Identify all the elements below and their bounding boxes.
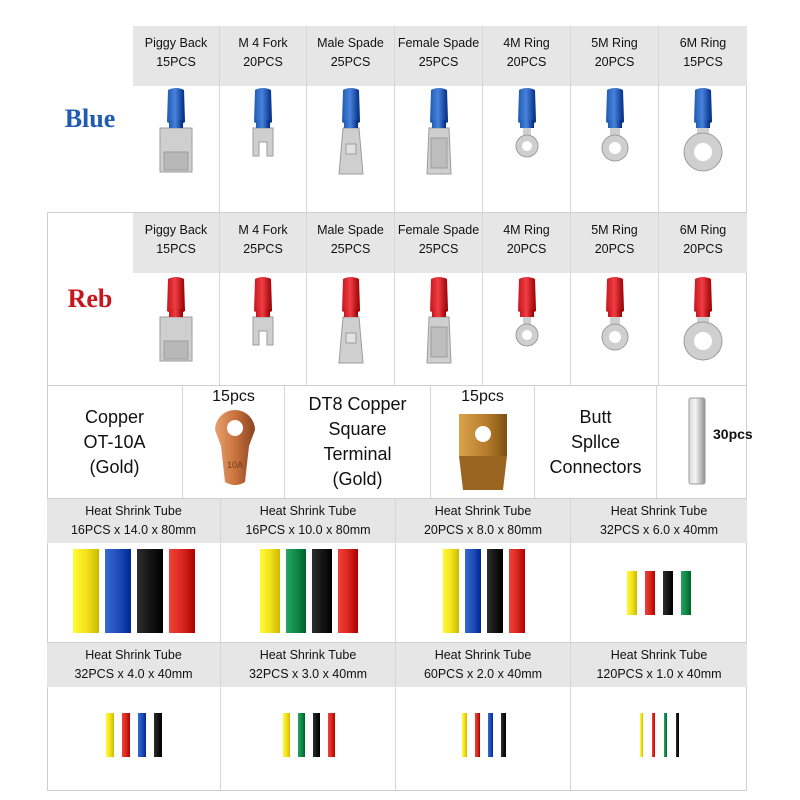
piggy-terminal-icon xyxy=(154,86,198,183)
terminal-qty: 15PCS xyxy=(156,55,196,69)
heat-shrink-cell xyxy=(47,499,221,642)
heat-shrink-title: Heat Shrink Tube xyxy=(610,648,708,662)
copper-line2: OT-10A xyxy=(83,431,146,452)
ring5-terminal-icon xyxy=(593,86,637,183)
heat-shrink-title: Heat Shrink Tube xyxy=(434,648,532,662)
yellow-tube xyxy=(106,713,114,757)
red-tube xyxy=(652,713,655,757)
terminal-qty: 25PCS xyxy=(330,242,371,256)
heat-shrink-cell xyxy=(396,499,571,642)
terminal-name: 6M Ring xyxy=(679,36,727,50)
heat-shrink-cell xyxy=(221,499,396,642)
blue-label-text: Blue xyxy=(64,104,116,133)
red-tube xyxy=(169,549,195,633)
terminal-cell-ring4 xyxy=(483,26,571,212)
heat-shrink-spec: 120PCS x 1.0 x 40mm xyxy=(596,667,722,681)
blue-tube xyxy=(105,549,131,633)
heat-shrink-header xyxy=(221,499,395,543)
terminal-header xyxy=(571,26,658,86)
yellow-tube xyxy=(462,713,467,757)
heat-shrink-cell xyxy=(47,643,221,790)
black-tube xyxy=(663,571,673,615)
terminal-name: Male Spade xyxy=(317,223,384,237)
dt8-square-terminal-icon xyxy=(455,412,511,492)
yellow-tube xyxy=(627,571,637,615)
dt8-qty: 15pcs xyxy=(461,388,504,405)
blue-tube xyxy=(488,713,493,757)
heat-shrink-title: Heat Shrink Tube xyxy=(610,504,708,518)
heat-shrink-spec: 16PCS x 14.0 x 80mm xyxy=(70,523,197,537)
copper-ring-terminal-icon xyxy=(205,410,265,490)
terminal-name: Female Spade xyxy=(397,36,480,50)
green-tube xyxy=(298,713,305,757)
terminal-qty: 20PCS xyxy=(506,242,547,256)
heat-shrink-row-small xyxy=(47,643,747,790)
red-tube xyxy=(338,549,358,633)
terminal-qty: 20PCS xyxy=(594,242,635,256)
heat-shrink-row-large xyxy=(47,499,747,642)
terminal-cell-fork xyxy=(220,213,307,385)
blue-tube xyxy=(465,549,481,633)
yellow-tube xyxy=(260,549,280,633)
terminal-header xyxy=(220,213,306,273)
female-terminal-icon xyxy=(417,86,461,183)
ring5-terminal-icon xyxy=(593,275,637,372)
terminal-qty: 20PCS xyxy=(506,55,547,69)
heat-shrink-title: Heat Shrink Tube xyxy=(259,504,357,518)
dt8-line4: (Gold) xyxy=(332,469,383,489)
terminal-qty: 15PCS xyxy=(683,55,723,69)
female-terminal-icon xyxy=(417,275,461,372)
terminal-cell-male xyxy=(307,213,395,385)
green-tube xyxy=(681,571,691,615)
terminal-qty: 25PCS xyxy=(330,55,371,69)
green-tube xyxy=(664,713,667,757)
terminal-name: Male Spade xyxy=(317,36,384,50)
terminal-cell-piggy xyxy=(133,213,220,385)
heat-shrink-header xyxy=(396,499,570,543)
terminal-cell-ring5 xyxy=(571,213,659,385)
dt8-terminal-label xyxy=(285,386,431,498)
butt-line3: Connectors xyxy=(549,456,642,477)
terminal-cell-ring6 xyxy=(659,213,747,385)
black-tube xyxy=(313,713,320,757)
terminal-cell-ring4 xyxy=(483,213,571,385)
terminal-header xyxy=(483,26,570,86)
terminal-header xyxy=(307,26,394,86)
ring6-terminal-icon xyxy=(681,275,725,372)
heat-shrink-spec: 16PCS x 10.0 x 80mm xyxy=(245,523,371,537)
terminal-header xyxy=(659,26,747,86)
black-tube xyxy=(501,713,506,757)
heat-shrink-header xyxy=(571,643,747,687)
heat-shrink-header xyxy=(47,643,220,687)
heat-shrink-spec: 32PCS x 4.0 x 40mm xyxy=(74,667,193,681)
red-tube xyxy=(475,713,480,757)
red-terminal-row xyxy=(133,213,747,385)
heat-shrink-spec: 32PCS x 3.0 x 40mm xyxy=(248,667,368,681)
yellow-tube xyxy=(443,549,459,633)
svg-text:10A: 10A xyxy=(226,460,244,470)
red-tube xyxy=(328,713,335,757)
ring4-terminal-icon xyxy=(505,275,549,372)
terminal-header xyxy=(483,213,570,273)
butt-qty: 30pcs xyxy=(713,426,753,442)
red-row-label xyxy=(47,213,133,385)
red-label-text: Reb xyxy=(67,284,113,313)
terminal-cell-female xyxy=(395,213,483,385)
terminal-qty: 25PCS xyxy=(243,242,283,256)
butt-splice-connector-icon xyxy=(687,396,707,486)
male-terminal-icon xyxy=(329,86,373,183)
terminal-name: 5M Ring xyxy=(591,223,638,237)
terminal-name: Piggy Back xyxy=(144,36,208,50)
terminal-header xyxy=(395,26,482,86)
dt8-line1: DT8 Copper xyxy=(308,394,407,414)
terminal-name: Female Spade xyxy=(397,223,480,237)
black-tube xyxy=(137,549,163,633)
terminal-header xyxy=(659,213,747,273)
terminal-header xyxy=(133,26,219,86)
male-terminal-icon xyxy=(329,275,373,372)
heat-shrink-spec: 20PCS x 8.0 x 80mm xyxy=(423,523,543,537)
black-tube xyxy=(487,549,503,633)
heat-shrink-cell xyxy=(571,499,747,642)
butt-splice-label xyxy=(535,386,657,498)
fork-terminal-icon xyxy=(241,275,285,372)
piggy-terminal-icon xyxy=(154,275,198,372)
terminal-header xyxy=(395,213,482,273)
yellow-tube xyxy=(640,713,643,757)
heat-shrink-header xyxy=(221,643,395,687)
heat-shrink-header xyxy=(47,499,220,543)
heat-shrink-cell xyxy=(571,643,747,790)
blue-tube xyxy=(138,713,146,757)
heat-shrink-header xyxy=(571,499,747,543)
dt8-line2: Square xyxy=(328,419,387,439)
heat-shrink-header xyxy=(396,643,570,687)
terminal-name: M 4 Fork xyxy=(238,36,288,50)
heat-shrink-title: Heat Shrink Tube xyxy=(85,648,182,662)
terminal-name: M 4 Fork xyxy=(238,223,288,237)
copper-qty: 15pcs xyxy=(212,388,255,405)
terminal-header xyxy=(307,213,394,273)
heat-shrink-title: Heat Shrink Tube xyxy=(85,504,182,518)
terminal-name: 4M Ring xyxy=(503,223,550,237)
green-tube xyxy=(286,549,306,633)
ring6-terminal-icon xyxy=(681,86,725,183)
dt8-line3: Terminal xyxy=(323,444,392,464)
heat-shrink-cell xyxy=(396,643,571,790)
terminal-name: 4M Ring xyxy=(503,36,550,50)
heat-shrink-title: Heat Shrink Tube xyxy=(259,648,357,662)
terminal-qty: 20PCS xyxy=(683,242,723,256)
terminal-header xyxy=(133,213,219,273)
black-tube xyxy=(154,713,162,757)
fork-terminal-icon xyxy=(241,86,285,183)
butt-line2: Spllce xyxy=(570,431,621,452)
butt-line1: Butt xyxy=(579,406,612,427)
terminal-cell-piggy xyxy=(133,26,220,212)
terminal-qty: 20PCS xyxy=(243,55,283,69)
black-tube xyxy=(676,713,679,757)
black-tube xyxy=(312,549,332,633)
copper-line3: (Gold) xyxy=(89,456,140,477)
heat-shrink-spec: 32PCS x 6.0 x 40mm xyxy=(599,523,719,537)
blue-row-label xyxy=(47,26,133,212)
copper-line1: Copper xyxy=(84,406,145,427)
terminal-qty: 25PCS xyxy=(418,242,459,256)
terminal-cell-male xyxy=(307,26,395,212)
blue-terminal-row xyxy=(133,26,747,212)
yellow-tube xyxy=(73,549,99,633)
terminal-cell-ring5 xyxy=(571,26,659,212)
dt8-image-cell xyxy=(431,386,535,498)
terminal-cell-fork xyxy=(220,26,307,212)
terminal-header xyxy=(571,213,658,273)
terminal-name: 5M Ring xyxy=(591,36,638,50)
red-tube xyxy=(645,571,655,615)
ring4-terminal-icon xyxy=(505,86,549,183)
red-tube xyxy=(509,549,525,633)
terminal-header xyxy=(220,26,306,86)
red-tube xyxy=(122,713,130,757)
yellow-tube xyxy=(283,713,290,757)
terminal-cell-ring6 xyxy=(659,26,747,212)
heat-shrink-cell xyxy=(221,643,396,790)
terminal-qty: 15PCS xyxy=(156,242,196,256)
copper-ot10a-label xyxy=(47,386,183,498)
copper-ot10a-image-cell xyxy=(183,386,285,498)
heat-shrink-spec: 60PCS x 2.0 x 40mm xyxy=(423,667,543,681)
terminal-name: 6M Ring xyxy=(679,223,727,237)
terminal-qty: 25PCS xyxy=(418,55,459,69)
terminal-cell-female xyxy=(395,26,483,212)
heat-shrink-title: Heat Shrink Tube xyxy=(434,504,532,518)
terminal-qty: 20PCS xyxy=(594,55,635,69)
terminal-name: Piggy Back xyxy=(144,223,208,237)
butt-splice-image-cell xyxy=(657,386,753,498)
